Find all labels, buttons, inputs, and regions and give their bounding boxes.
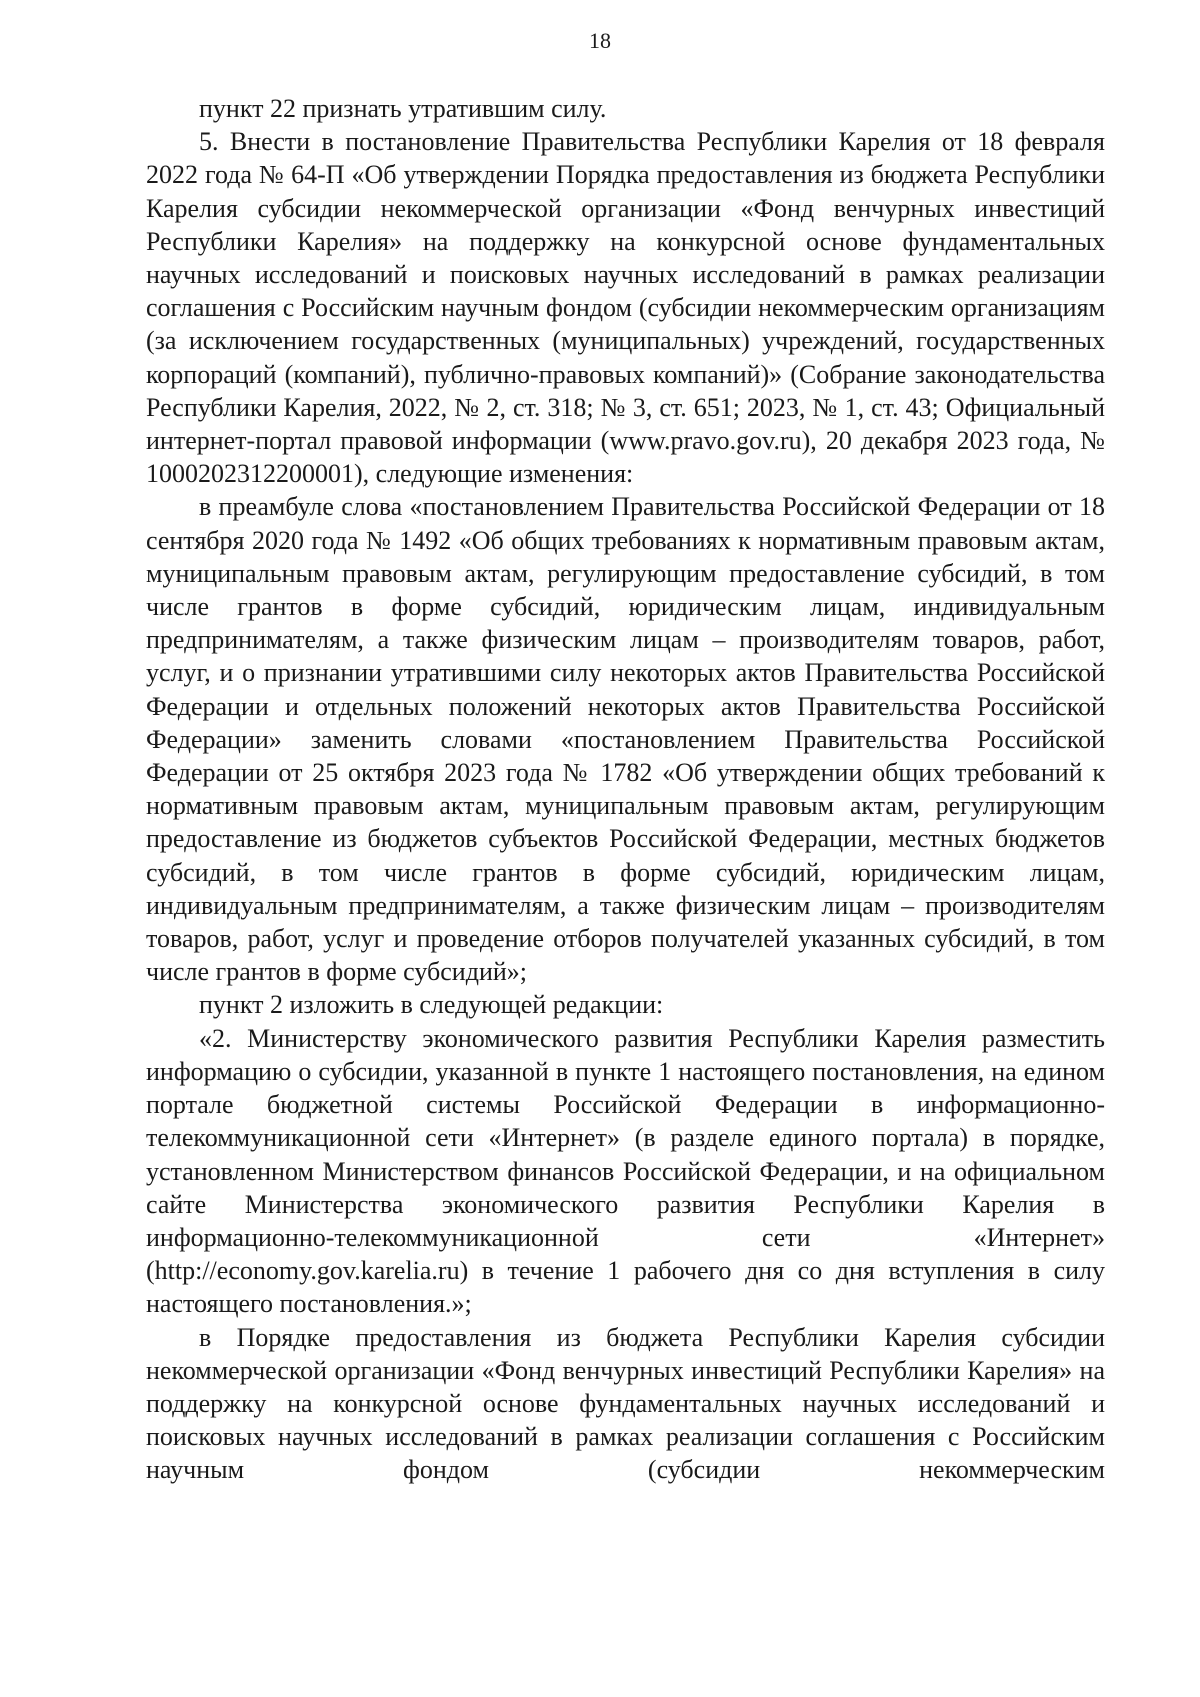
page-number: 18 bbox=[589, 28, 611, 53]
paragraph-1: пункт 22 признать утратившим силу. bbox=[199, 94, 607, 123]
paragraph-2: 5. Внести в постановление Правительства Республики Карелия от 18 февраля 2022 года № 64-П «Об утверждении Порядка предоставления из бюджета Республики Карелия субсидии некоммерческой организации «Фонд венчурных инвестиций Республики Карелия» на поддержку на конкурсной основе фундаментальных научных исследований и поисковых научных исследований в рамках реализации соглашения с Российским научным фондом (субсидии некоммерческим организациям (за исключением государственных (муниципальных) учреждений, государственных корпораций (компаний), публично-правовых компаний)» (Собрание законодательства Республики Карелия, 2022, № 2, ст. 318; № 3, ст. 651; 2023, № 1, ст. 43; Официальный интернет-портал правовой информации (www.pravo.gov.ru), 20 декабря 2023 года, № 1000202312200001), следующие изменения: bbox=[146, 127, 1105, 489]
paragraph-4: пункт 2 изложить в следующей редакции: bbox=[199, 990, 664, 1020]
paragraph-3: в преамбуле слова «постановлением Правительства Российской Федерации от 18 сентября 2020 года № 1492 «Об общих требованиях к нормативным правовым актам, муниципальным правовым актам, регулирующим предоставление субсидий, в том числе грантов в форме субсидий, юридическим лицам, индивидуальным предпринимателям, а также физическим лицам – производителям товаров, работ, услуг, и о признании утратившими силу некоторых актов Правительства Российской Федерации и отдельных положений некоторых актов Правительства Российской Федерации» заменить словами «постановлением Правительства Российской Федерации от 25 октября 2023 года № 1782 «Об утверждении общих требований к нормативным правовым актам, муниципальным правовым актам, регулирующим предоставление из бюджетов субъектов Российской Федерации, местных бюджетов субсидий, в том числе грантов в форме субсидий, юридическим лицам, индивидуальным предпринимателям, а также физическим лицам – производителям товаров, работ, услуг и проведение отборов получателей указанных субсидий, в том числе грантов в форме субсидий»; bbox=[146, 492, 1105, 987]
paragraph-6: в Порядке предоставления из бюджета Республики Карелия субсидии некоммерческой организации «Фонд венчурных инвестиций Республики Карелия» на поддержку на конкурсной основе фундаментальных научных исследований и поисковых научных исследований в рамках реализации соглашения с Российским научным фондом (субсидии некоммерческим bbox=[146, 1322, 1105, 1485]
paragraph-5: «2. Министерству экономического развития Республики Карелия разместить информацию о субсидии, указанной в пункте 1 настоящего постановления, на едином портале бюджетной системы Российской Федерации в информационно-телекоммуникационной сети «Интернет» (в разделе единого портала) в порядке, установленном Министерством финансов Российской Федерации, и на официальном сайте Министерства экономического развития Республики Карелия в информационно-телекоммуникационной сети «Интернет» (http://economy.gov.karelia.ru) в течение 1 рабочего дня со дня вступления в силу настоящего постановления.»; bbox=[146, 1023, 1105, 1319]
document-body bbox=[146, 92, 1105, 1487]
